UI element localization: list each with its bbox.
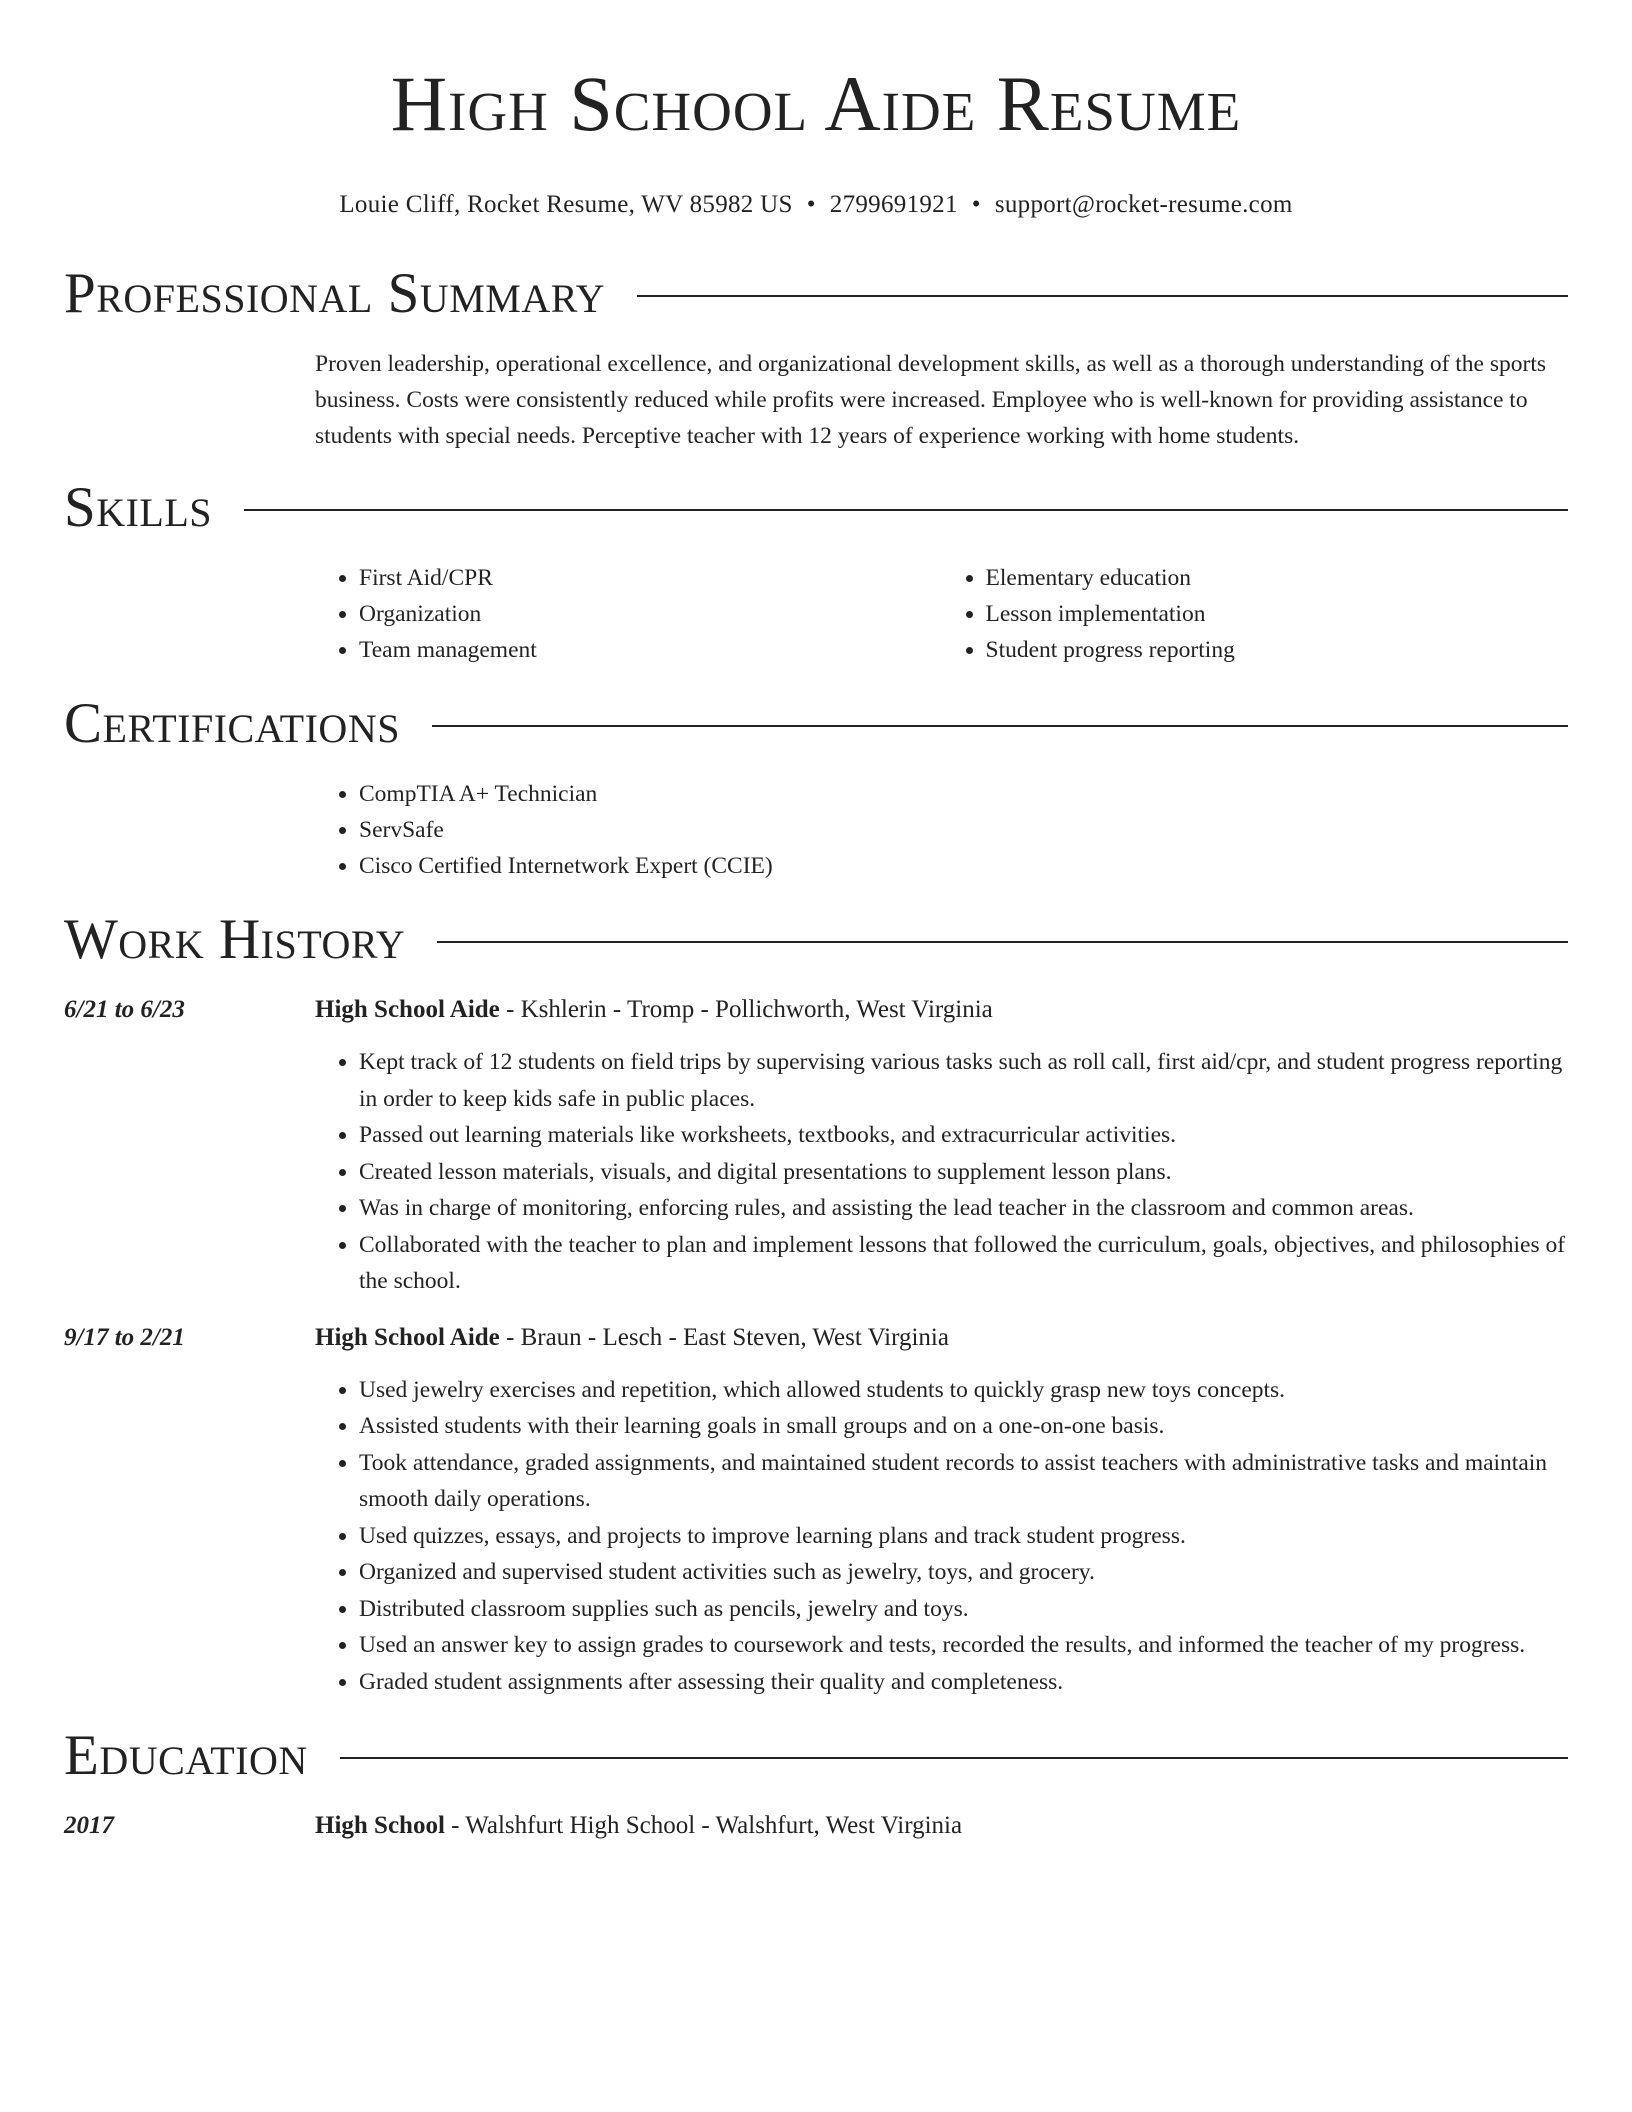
job-entry xyxy=(64,1320,1568,1701)
section-divider xyxy=(340,1757,1568,1759)
certification-item: • CompTIA A+ Technician xyxy=(359,776,1568,812)
work-heading: Work History xyxy=(64,908,406,971)
job-bullet: • Created lesson materials, visuals, and digital presentations to supplement lesson plans. xyxy=(359,1154,1568,1191)
skill-item: • Elementary education xyxy=(986,560,1569,596)
job-employer: - Braun - Lesch - East Steven, West Virginia xyxy=(499,1323,949,1351)
skills-column-left xyxy=(315,560,942,668)
certification-item: • ServSafe xyxy=(359,812,1568,848)
education-year: 2017 xyxy=(64,1812,114,1839)
job-bullet: • Used jewelry exercises and repetition, which allowed students to quickly grasp new toys concepts. xyxy=(359,1372,1568,1409)
job-dates: 6/21 to 6/23 xyxy=(64,996,185,1023)
job-title: High School Aide xyxy=(315,1323,500,1351)
certifications-list xyxy=(315,776,1568,884)
summary-text: Proven leadership, operational excellence, and organizational development skills, as well as a thorough understanding of the sports business. Costs were consistently reduced while profits were increased. Employee who is well-known for providing assistance to students with special needs. Perceptive teacher with 12 years of experience working with home students. xyxy=(315,351,1547,449)
job-title-line xyxy=(315,992,993,1028)
skills-list xyxy=(315,560,1568,668)
job-bullet: • Assisted students with their learning goals in small groups and on a one-on-one basis. xyxy=(359,1408,1568,1445)
job-title: High School Aide xyxy=(315,996,500,1023)
contact-separator: • xyxy=(971,191,981,218)
certification-item: • Cisco Certified Internetwork Expert (CCIE) xyxy=(359,848,1568,884)
education-heading-row xyxy=(64,1724,1568,1788)
summary-heading-row xyxy=(64,262,1568,326)
job-header xyxy=(64,1320,1568,1356)
resume-page xyxy=(64,0,1568,1844)
section-divider xyxy=(637,295,1568,297)
skill-item: • Lesson implementation xyxy=(986,596,1569,632)
contact-separator: • xyxy=(806,191,816,218)
skills-column-right xyxy=(942,560,1569,668)
job-bullet: • Distributed classroom supplies such as pencils, jewelry and toys. xyxy=(359,1591,1568,1628)
skill-item: • Team management xyxy=(359,632,942,668)
job-title-line xyxy=(315,1320,949,1356)
job-bullet: • Used an answer key to assign grades to coursework and tests, recorded the results, and informed the teacher of my progress. xyxy=(359,1627,1568,1664)
section-divider xyxy=(437,941,1568,943)
work-heading-row xyxy=(64,908,1568,972)
contact-email: support@rocket-resume.com xyxy=(994,191,1293,218)
job-bullet: • Passed out learning materials like worksheets, textbooks, and extracurricular activities. xyxy=(359,1117,1568,1154)
skill-item: • Organization xyxy=(359,596,942,632)
skills-heading: Skills xyxy=(64,476,213,539)
job-bullets xyxy=(315,1044,1568,1300)
job-entry xyxy=(64,992,1568,1300)
job-bullet: • Took attendance, graded assignments, and maintained student records to assist teachers with administrative tasks and maintain smooth daily operations. xyxy=(359,1445,1568,1518)
job-bullet: • Graded student assignments after assessing their quality and completeness. xyxy=(359,1664,1568,1701)
section-divider xyxy=(244,509,1568,511)
education-heading: Education xyxy=(64,1724,308,1787)
contact-line xyxy=(64,190,1568,220)
job-bullets xyxy=(315,1372,1568,1701)
skill-item: • Student progress reporting xyxy=(986,632,1569,668)
skill-item: • First Aid/CPR xyxy=(359,560,942,596)
job-bullet: • Collaborated with the teacher to plan and implement lessons that followed the curriculum, goals, objectives, and philosophies of the school. xyxy=(359,1227,1568,1300)
job-header xyxy=(64,992,1568,1028)
skills-heading-row xyxy=(64,476,1568,540)
resume-title: High School Aide Resume xyxy=(390,60,1242,147)
job-dates: 9/17 to 2/21 xyxy=(64,1323,185,1351)
certifications-heading: Certifications xyxy=(64,692,400,755)
education-entry xyxy=(64,1808,1568,1844)
job-bullet: • Was in charge of monitoring, enforcing rules, and assisting the lead teacher in the classroom and common areas. xyxy=(359,1190,1568,1227)
job-employer: - Kshlerin - Tromp - Pollichworth, West Virginia xyxy=(499,996,993,1023)
education-school: - Walshfurt High School - Walshfurt, West Virginia xyxy=(444,1812,963,1839)
education-degree: High School xyxy=(315,1812,445,1839)
contact-address: Louie Cliff, Rocket Resume, WV 85982 US xyxy=(339,191,793,218)
job-bullet: • Kept track of 12 students on field trips by supervising various tasks such as roll call, first aid/cpr, and student progress reporting in order to keep kids safe in public places. xyxy=(359,1044,1568,1117)
summary-heading: Professional Summary xyxy=(64,262,606,325)
job-bullet: • Organized and supervised student activities such as jewelry, toys, and grocery. xyxy=(359,1554,1568,1591)
certifications-heading-row xyxy=(64,692,1568,756)
job-bullet: • Used quizzes, essays, and projects to improve learning plans and track student progress. xyxy=(359,1518,1568,1555)
section-divider xyxy=(432,725,1568,727)
education-line xyxy=(315,1808,962,1844)
contact-phone: 2799691921 xyxy=(829,191,958,218)
